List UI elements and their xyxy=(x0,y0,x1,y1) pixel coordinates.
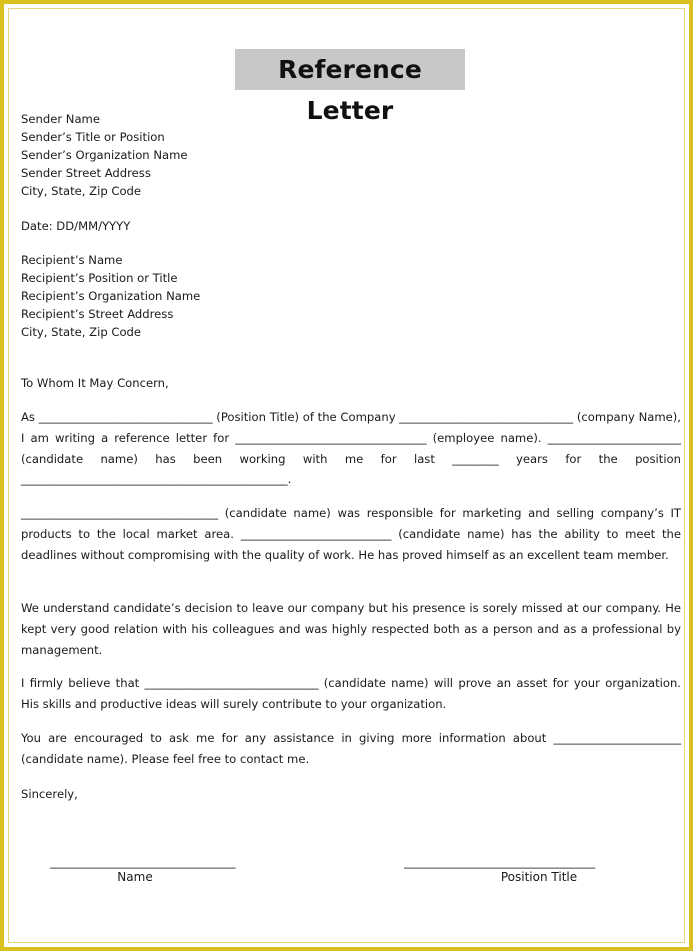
date-line xyxy=(21,217,681,235)
paragraph-departure: We understand candidate’s decision to leave our company but his presence is sorely missed at our company. He kept very good relation with his colleagues and was highly respected both as a person and as a professional by management. xyxy=(21,601,681,657)
signature-title-label: Position Title xyxy=(500,870,578,884)
paragraph-intro: As ______________________________ (Position Title) of the Company ______________________________ (company Name), I am writing a reference letter for _________________________________ (employee name). _______________________ (candidate name) has been working with me for last ________ years for the position ______________________________________________. xyxy=(21,410,681,487)
recipient-name: Recipient’s Name xyxy=(21,253,123,267)
paragraph-responsibilities: __________________________________ (candidate name) was responsible for marketing and selling company’s IT products to the local market area. __________________________ (candidate name) has the ability to meet the deadlines without compromising with the quality of work. He has proved himself as an excellent team member. xyxy=(21,506,681,562)
signature-title-line: _________________________________ xyxy=(404,855,596,869)
paragraph-1-block xyxy=(21,407,681,490)
paragraph-3-block xyxy=(21,598,681,660)
letter-date: Date: DD/MM/YYYY xyxy=(21,219,131,233)
closing: Sincerely, xyxy=(21,787,78,801)
recipient-position: Recipient’s Position or Title xyxy=(21,271,178,285)
signature-name-label: Name xyxy=(117,870,153,884)
sender-name: Sender Name xyxy=(21,112,100,126)
signature-name-line: ________________________________ xyxy=(50,855,236,869)
sender-city-state-zip: City, State, Zip Code xyxy=(21,184,142,198)
salutation: To Whom It May Concern, xyxy=(21,376,169,390)
recipient-street: Recipient’s Street Address xyxy=(21,307,174,321)
paragraph-belief: I firmly believe that ______________________________ (candidate name) will prove an asset for your organization. His skills and productive ideas will surely contribute to your organization. xyxy=(21,676,681,711)
sender-title: Sender’s Title or Position xyxy=(21,130,165,144)
paragraph-contact: You are encouraged to ask me for any assistance in giving more information about ______________________ (candidate name). Please feel free to contact me. xyxy=(21,731,681,766)
document-title: Reference Letter xyxy=(235,49,465,90)
paragraph-2-block xyxy=(21,503,681,565)
closing-block xyxy=(21,785,681,803)
recipient-organization: Recipient’s Organization Name xyxy=(21,289,201,303)
sender-street: Sender Street Address xyxy=(21,166,151,180)
salutation-block xyxy=(21,374,681,392)
paragraph-4-block xyxy=(21,673,681,715)
recipient-city-state-zip: City, State, Zip Code xyxy=(21,325,142,339)
recipient-block xyxy=(21,251,681,341)
sender-block xyxy=(21,110,681,200)
paragraph-5-block xyxy=(21,728,681,770)
sender-organization: Sender’s Organization Name xyxy=(21,148,188,162)
